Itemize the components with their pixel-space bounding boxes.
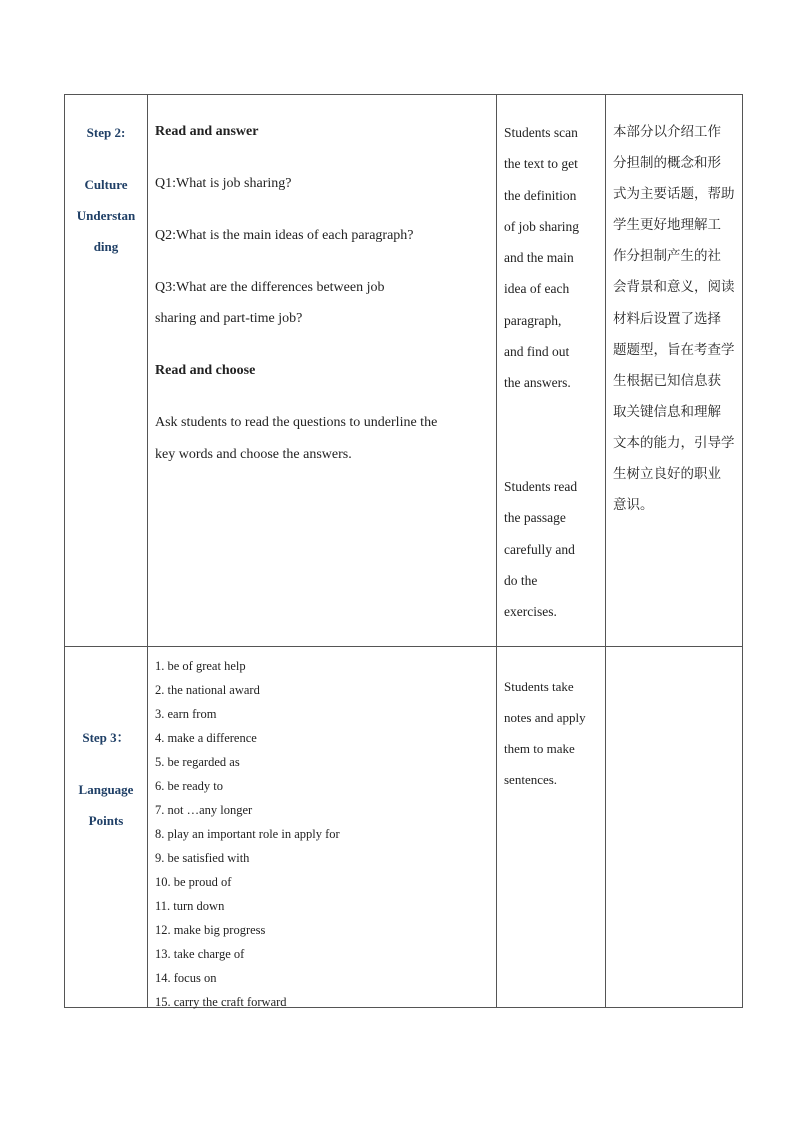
text-line: 式为主要话题，帮助 [613, 186, 735, 203]
list-item: 12. make big progress [155, 923, 266, 937]
question-3-line1: Q3:What are the differences between job [155, 280, 385, 295]
step3-students-cell [497, 647, 606, 1007]
text-line: do the [504, 572, 538, 588]
step3-points-cell [148, 647, 497, 1007]
text-line: the text to get [504, 156, 578, 172]
text-line: 生根据已知信息获 [613, 372, 721, 389]
step2-label-line: Understan [76, 208, 136, 223]
text-line: 题题型，旨在考查学 [613, 341, 735, 358]
text-line: the answers. [504, 375, 571, 391]
text-line: Students read [504, 479, 578, 494]
step2-activities-cell [148, 95, 497, 646]
text-line: and find out [504, 344, 570, 360]
list-item: 2. the national award [155, 683, 260, 697]
list-item: 4. make a difference [155, 731, 257, 745]
table-row-step3 [65, 647, 742, 1007]
students-activity-scan [504, 117, 592, 399]
list-item: 10. be proud of [155, 875, 232, 889]
step2-purpose-cell [606, 95, 742, 646]
text-line: Students scan [504, 125, 578, 140]
step3-label-cell [65, 647, 148, 1007]
step3-label-line: Points [88, 813, 124, 828]
step2-label-line: Culture [84, 177, 128, 192]
list-item: 7. not …any longer [155, 803, 253, 817]
text-line: notes and apply [504, 710, 586, 725]
step3-label-line: Language [78, 782, 134, 797]
list-item: 6. be ready to [155, 779, 224, 793]
list-item: 1. be of great help [155, 659, 246, 673]
question-1: Q1:What is job sharing? [155, 176, 292, 191]
text-line: 学生更好地理解工 [613, 217, 721, 234]
text-line: the passage [504, 510, 566, 526]
list-item: 15. carry the craft forward [155, 995, 287, 1009]
text-line: Students take [504, 679, 574, 694]
text-line: sentences. [504, 772, 558, 787]
list-item: 13. take charge of [155, 947, 245, 961]
text-line: carefully and [504, 541, 575, 557]
lesson-plan-table [64, 94, 743, 1008]
list-item: 9. be satisfied with [155, 851, 250, 865]
students-activity-notes [504, 671, 586, 795]
language-points-list [155, 654, 340, 1014]
text-line: 生树立良好的职业 [613, 466, 721, 483]
text-line: idea of each [504, 281, 570, 297]
step2-label-line: ding [93, 239, 119, 254]
step2-students-cell [497, 95, 606, 646]
text-line: of job sharing [504, 218, 579, 234]
step2-label-line: Step 2: [86, 125, 126, 140]
step2-label [65, 117, 147, 262]
text-line: and the main [504, 250, 574, 266]
instruction-line1: Ask students to read the questions to underline the [155, 415, 438, 430]
step2-label-cell [65, 95, 148, 646]
table-row-step2 [65, 95, 742, 647]
list-item: 3. earn from [155, 707, 217, 721]
text-line: the definition [504, 187, 577, 203]
text-line: 会背景和意义，阅读 [613, 279, 735, 296]
step3-purpose-cell [606, 647, 742, 1007]
text-line: 意识。 [613, 497, 654, 514]
list-item: 14. focus on [155, 971, 217, 985]
read-choose-heading: Read and choose [155, 363, 256, 378]
text-line: 取关键信息和理解 [613, 403, 721, 420]
text-line: 材料后设置了选择 [613, 310, 721, 327]
text-line: exercises. [504, 604, 557, 620]
text-line: 本部分以介绍工作 [613, 124, 721, 140]
step3-label-line: Step 3： [82, 730, 130, 745]
step3-label [65, 722, 147, 836]
read-answer-heading: Read and answer [155, 124, 259, 139]
list-item: 5. be regarded as [155, 755, 240, 769]
text-line: 文本的能力，引导学 [613, 434, 735, 451]
design-purpose-text [613, 117, 741, 521]
text-line: 作分担制产生的社 [613, 248, 721, 265]
question-2: Q2:What is the main ideas of each paragraph? [155, 228, 414, 243]
question-3-line2: sharing and part-time job? [155, 311, 303, 326]
text-line: 分担制的概念和形 [613, 155, 721, 172]
students-activity-read [504, 471, 592, 627]
text-line: paragraph, [504, 312, 562, 328]
text-line: them to make [504, 741, 575, 756]
instruction-line2: key words and choose the answers. [155, 447, 352, 462]
list-item: 11. turn down [155, 899, 225, 913]
list-item: 8. play an important role in apply for [155, 827, 340, 841]
